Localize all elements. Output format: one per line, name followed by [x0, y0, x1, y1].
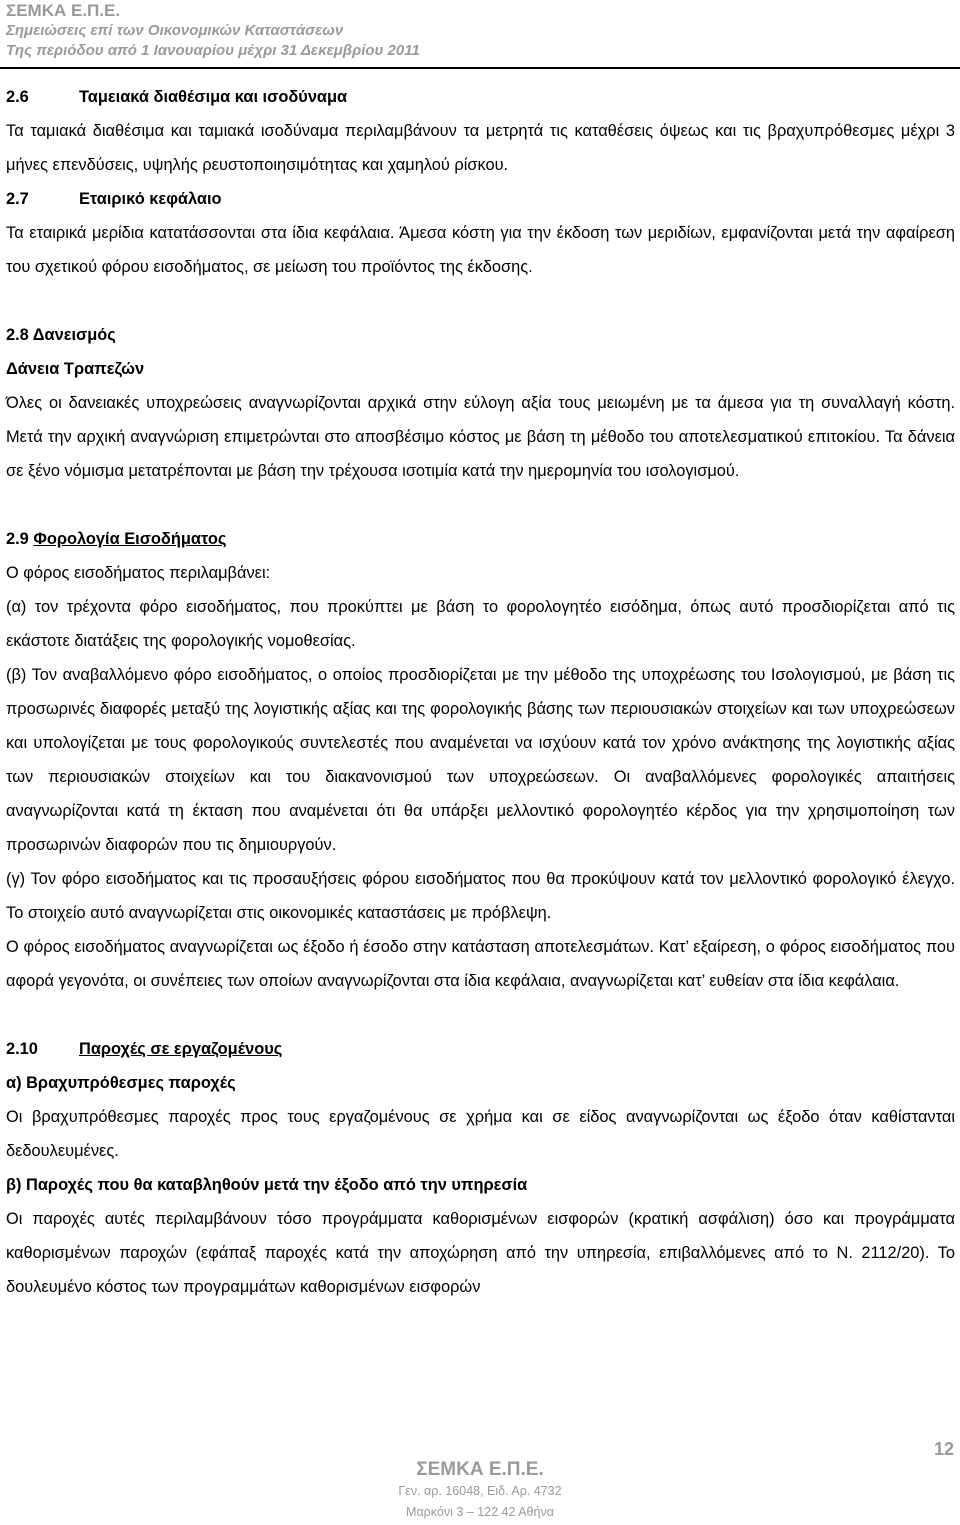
header-subtitle: Σημειώσεις επί των Οικονομικών Καταστάσεων — [6, 22, 344, 39]
section-2-9-heading — [6, 522, 955, 556]
footer-registry: Γεν. αρ. 16048, Ειδ. Αρ. 4732 — [398, 1484, 562, 1498]
section-2-9-intro: Ο φόρος εισοδήματος περιλαμβάνει: — [6, 564, 271, 582]
section-title: Εταιρικό κεφάλαιο — [79, 190, 222, 208]
section-2-9-item-b: (β) Τον αναβαλλόμενο φόρο εισοδήματος, ο οποίος προσδιορίζεται με την μέθοδο της υποχρέωσης του Ισολογισμού, με βάση τις προσωρινές διαφορές μεταξύ της λογιστικής αξίας και της φορολογικής βάσης των περιουσιακών στοιχείων και των υποχρεώσεων και υπολογίζεται με τους φορολογικούς συντελεστές που αναμένεται να ισχύουν κατά τον χρόνο ανάκτησης της λογιστικής αξίας των περιουσιακών στοιχείων και του διακανονισμού των υποχρεώσεων. Οι αναβαλλόμενες φορολογικές απαιτήσεις αναγνωρίζονται κατά τη έκταση που αναμένεται ότι θα υπάρξει μελλοντικό φορολογητέο κέρδος για την χρησιμοποίηση των προσωρινών διαφορών που τις δημιουργούν. — [6, 666, 955, 854]
section-title: Δανεισμός — [32, 326, 116, 344]
footer-company: ΣΕΜΚΑ Ε.Π.Ε. — [416, 1459, 544, 1480]
section-2-6-heading — [6, 80, 955, 114]
page-header — [6, 0, 420, 61]
section-number: 2.8 — [6, 326, 29, 344]
document-body — [6, 80, 955, 1304]
section-2-8-subheading: Δάνεια Τραπεζών — [6, 360, 145, 378]
footer-address: Μαρκόνι 3 – 122 42 Αθήνα — [406, 1505, 554, 1519]
section-2-9-closing: Ο φόρος εισοδήματος αναγνωρίζεται ως έξοδο ή έσοδο στην κατάσταση αποτελεσμάτων. Κατ’ εξαίρεση, ο φόρος εισοδήματος που αφορά γεγονότα, οι συνέπειες των οποίων αναγνωρίζονται στα ίδια κεφάλαια, αναγνωρίζεται κατ’ ευθείαν στα ίδια κεφάλαια. — [6, 938, 955, 990]
section-2-10-heading — [6, 1032, 955, 1066]
section-2-6-text: Τα ταμιακά διαθέσιμα και ταμιακά ισοδύναμα περιλαμβάνουν τα μετρητά τις καταθέσεις όψεως και τις βραχυπρόθεσμες μέχρι 3 μήνες επενδύσεις, υψηλής ρευστοποιησιμότητας και χαμηλού ρίσκου. — [6, 122, 955, 174]
section-2-10-text-a: Οι βραχυπρόθεσμες παροχές προς τους εργαζομένους σε χρήμα και σε είδος αναγνωρίζονται ως έξοδο όταν καθίστανται δεδουλευμένες. — [6, 1108, 955, 1160]
section-2-7-heading — [6, 182, 955, 216]
section-number: 2.7 — [6, 190, 29, 208]
section-number: 2.9 — [6, 530, 29, 548]
header-company: ΣΕΜΚΑ Ε.Π.Ε. — [6, 1, 121, 20]
section-title: Φορολογία Εισοδήματος — [33, 530, 227, 548]
page-footer — [0, 1459, 960, 1523]
section-2-8-heading — [6, 318, 955, 352]
section-2-8-text: Όλες οι δανειακές υποχρεώσεις αναγνωρίζονται αρχικά στην εύλογη αξία τους μειωμένη με τα άμεσα για τη συναλλαγή κόστη. Μετά την αρχική αναγνώριση επιμετρώνται στο αποσβέσιμο κόστος με βάση τη μέθοδο του αποτελεσματικού επιτοκίου. Τα δάνεια σε ξένο νόμισμα μετατρέπονται με βάση την τρέχουσα ισοτιμία κατά την ημερομηνία του ισολογισμού. — [6, 394, 955, 480]
section-title: Παροχές σε εργαζομένους — [79, 1040, 283, 1058]
section-2-7-text: Τα εταιρικά μερίδια κατατάσσονται στα ίδια κεφάλαια. Άμεσα κόστη για την έκδοση των μεριδίων, εμφανίζονται μετά την αφαίρεση του σχετικού φόρου εισοδήματος, σε μείωση του προϊόντος της έκδοσης. — [6, 224, 955, 276]
section-2-10-sub-a: α) Βραχυπρόθεσμες παροχές — [6, 1074, 236, 1092]
section-2-10-text-b: Οι παροχές αυτές περιλαμβάνουν τόσο προγράμματα καθορισμένων εισφορών (κρατική ασφάλιση) όσο και προγράμματα καθορισμένων παροχών (εφάπαξ παροχές κατά την αποχώρηση από την υπηρεσία, επιβαλλόμενες από το Ν. 2112/20). Το δουλευμένο κόστος των προγραμμάτων καθορισμένων εισφορών — [6, 1210, 955, 1296]
section-number: 2.6 — [6, 88, 29, 106]
header-divider — [0, 67, 960, 69]
section-number: 2.10 — [6, 1040, 38, 1058]
section-title: Ταμειακά διαθέσιμα και ισοδύναμα — [79, 88, 348, 106]
section-2-10-sub-b: β) Παροχές που θα καταβληθούν μετά την έξοδο από την υπηρεσία — [6, 1176, 528, 1194]
section-2-9-item-c: (γ) Τον φόρο εισοδήματος και τις προσαυξήσεις φόρου εισοδήματος που θα προκύψουν κατά τον μελλοντικό φορολογικό έλεγχο. Το στοιχείο αυτό αναγνωρίζεται στις οικονομικές καταστάσεις με πρόβλεψη. — [6, 870, 955, 922]
section-2-9-item-a: (α) τον τρέχοντα φόρο εισοδήματος, που προκύπτει με βάση το φορολογητέο εισόδημα, όπως αυτό προσδιορίζεται από τις εκάστοτε διατάξεις της φορολογικής νομοθεσίας. — [6, 598, 955, 650]
page-number: 12 — [933, 1439, 954, 1459]
header-period: Της περιόδου από 1 Ιανουαρίου μέχρι 31 Δεκεμβρίου 2011 — [6, 42, 420, 59]
